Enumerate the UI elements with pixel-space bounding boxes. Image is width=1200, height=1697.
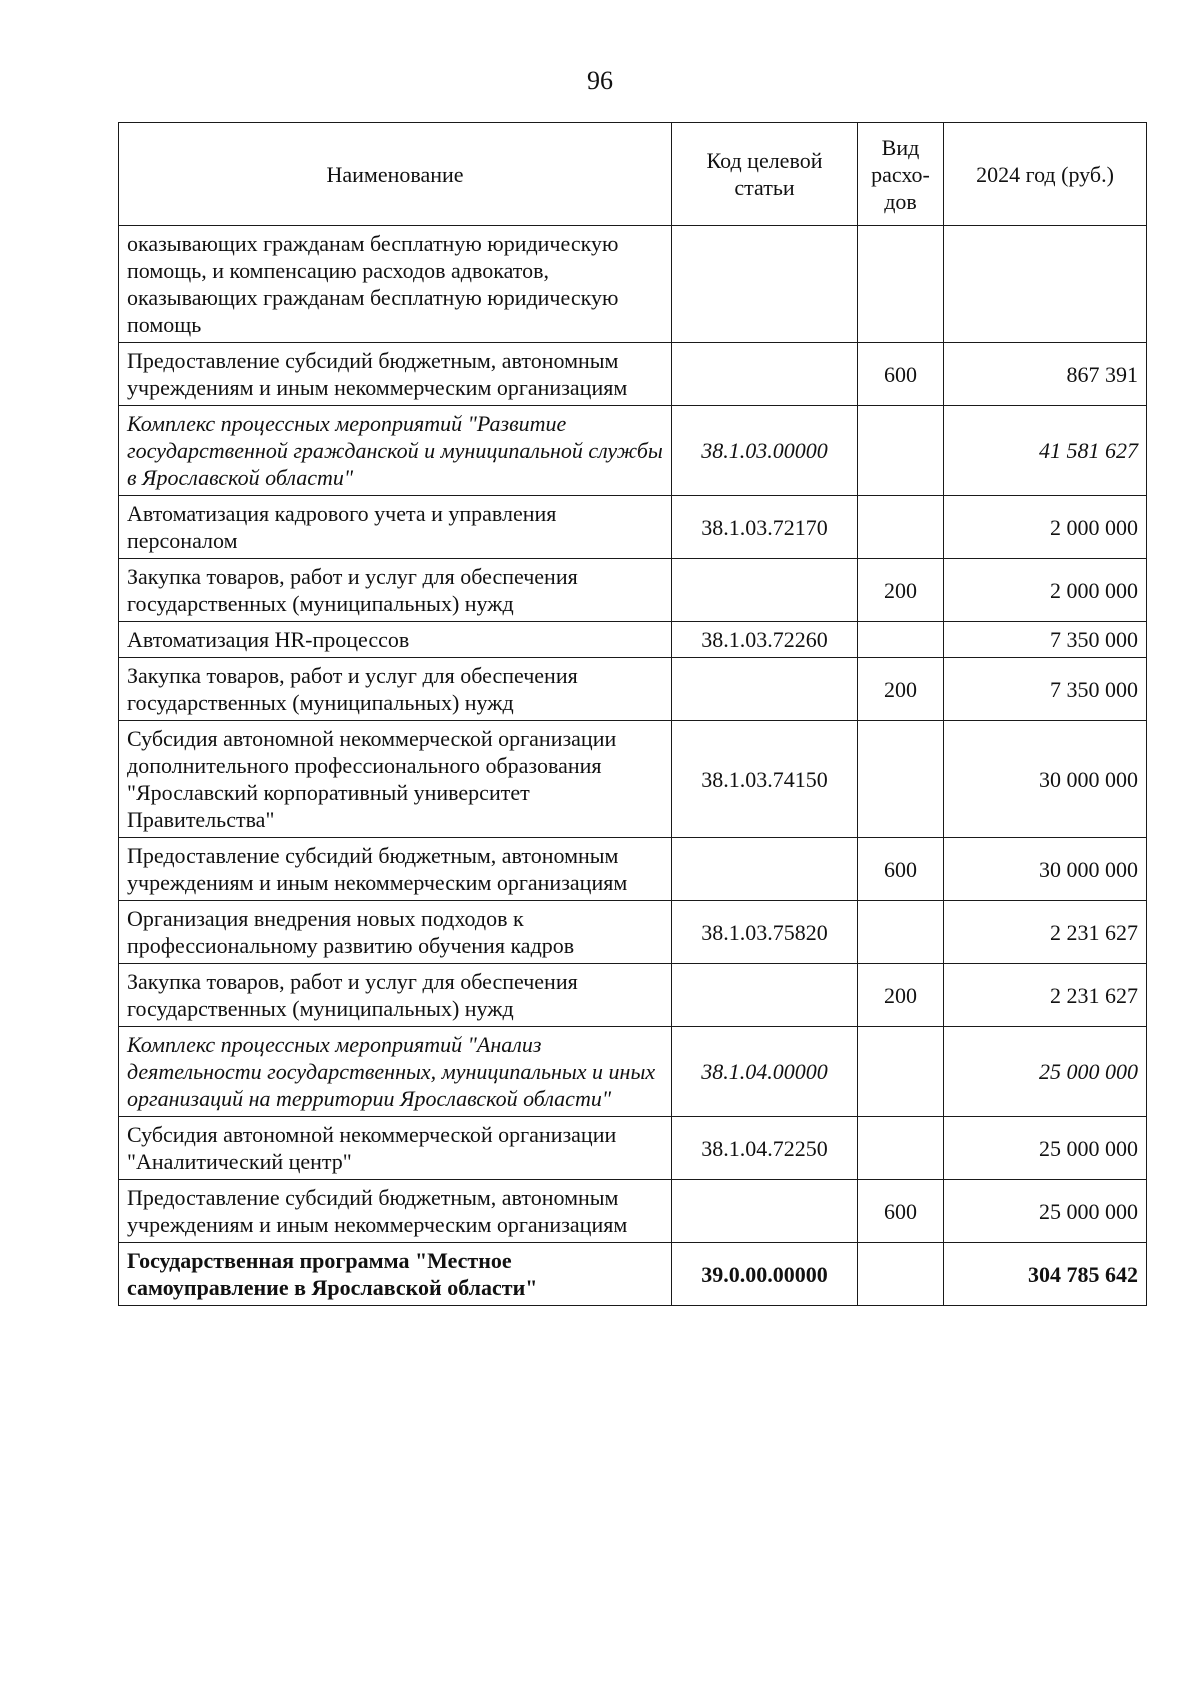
row-name: Закупка товаров, работ и услуг для обеспечения государственных (муниципальных) нужд xyxy=(119,658,672,721)
table-row xyxy=(119,1027,1147,1117)
table-row xyxy=(119,721,1147,838)
row-name: Автоматизация кадрового учета и управления персоналом xyxy=(119,496,672,559)
page-number: 96 xyxy=(587,66,613,95)
row-vid xyxy=(858,496,944,559)
row-name: Комплекс процессных мероприятий "Развитие государственной гражданской и муниципальной службы в Ярославской области" xyxy=(119,406,672,496)
row-code: 38.1.03.74150 xyxy=(672,721,858,838)
table-row xyxy=(119,838,1147,901)
row-code: 38.1.04.72250 xyxy=(672,1117,858,1180)
table-header-row xyxy=(119,123,1147,226)
row-code: 39.0.00.00000 xyxy=(672,1243,858,1306)
row-vid: 200 xyxy=(858,658,944,721)
row-vid xyxy=(858,1243,944,1306)
row-vid: 600 xyxy=(858,343,944,406)
row-sum: 7 350 000 xyxy=(944,658,1147,721)
row-sum: 2 231 627 xyxy=(944,964,1147,1027)
table-row xyxy=(119,1180,1147,1243)
header-vid: Вид расхо-дов xyxy=(858,123,944,226)
row-sum xyxy=(944,226,1147,343)
row-vid xyxy=(858,901,944,964)
row-vid: 200 xyxy=(858,559,944,622)
row-sum: 304 785 642 xyxy=(944,1243,1147,1306)
row-name: Субсидия автономной некоммерческой организации дополнительного профессионального образования "Ярославский корпоративный университет Правительства" xyxy=(119,721,672,838)
row-sum: 7 350 000 xyxy=(944,622,1147,658)
row-code xyxy=(672,226,858,343)
row-sum: 867 391 xyxy=(944,343,1147,406)
row-vid: 600 xyxy=(858,1180,944,1243)
row-name: Автоматизация HR-процессов xyxy=(119,622,672,658)
row-name: Предоставление субсидий бюджетным, автономным учреждениям и иным некоммерческим организациям xyxy=(119,838,672,901)
row-sum: 30 000 000 xyxy=(944,721,1147,838)
row-name: Комплекс процессных мероприятий "Анализ деятельности государственных, муниципальных и иных организаций на территории Ярославской области" xyxy=(119,1027,672,1117)
row-sum: 25 000 000 xyxy=(944,1117,1147,1180)
row-name: Предоставление субсидий бюджетным, автономным учреждениям и иным некоммерческим организациям xyxy=(119,1180,672,1243)
row-sum: 2 000 000 xyxy=(944,496,1147,559)
row-code: 38.1.04.00000 xyxy=(672,1027,858,1117)
table-row xyxy=(119,1117,1147,1180)
row-vid xyxy=(858,622,944,658)
row-sum: 25 000 000 xyxy=(944,1180,1147,1243)
table-row xyxy=(119,343,1147,406)
table-row xyxy=(119,406,1147,496)
row-vid xyxy=(858,406,944,496)
row-vid: 200 xyxy=(858,964,944,1027)
row-name: Субсидия автономной некоммерческой организации "Аналитический центр" xyxy=(119,1117,672,1180)
row-code xyxy=(672,343,858,406)
row-code xyxy=(672,964,858,1027)
header-code: Код целевой статьи xyxy=(672,123,858,226)
row-sum: 25 000 000 xyxy=(944,1027,1147,1117)
row-code xyxy=(672,1180,858,1243)
table-row xyxy=(119,658,1147,721)
header-name: Наименование xyxy=(119,123,672,226)
row-vid: 600 xyxy=(858,838,944,901)
table-row xyxy=(119,559,1147,622)
table-row xyxy=(119,496,1147,559)
row-name: Закупка товаров, работ и услуг для обеспечения государственных (муниципальных) нужд xyxy=(119,964,672,1027)
row-sum: 30 000 000 xyxy=(944,838,1147,901)
row-vid xyxy=(858,226,944,343)
table-body xyxy=(119,226,1147,1306)
row-code: 38.1.03.72170 xyxy=(672,496,858,559)
row-vid xyxy=(858,1117,944,1180)
row-name: оказывающих гражданам бесплатную юридическую помощь, и компенсацию расходов адвокатов, оказывающих гражданам бесплатную юридическую помощь xyxy=(119,226,672,343)
row-sum: 2 231 627 xyxy=(944,901,1147,964)
table-row xyxy=(119,901,1147,964)
table-row xyxy=(119,226,1147,343)
table-row xyxy=(119,1243,1147,1306)
row-code: 38.1.03.72260 xyxy=(672,622,858,658)
table-row xyxy=(119,964,1147,1027)
row-vid xyxy=(858,1027,944,1117)
row-name: Закупка товаров, работ и услуг для обеспечения государственных (муниципальных) нужд xyxy=(119,559,672,622)
row-code: 38.1.03.75820 xyxy=(672,901,858,964)
row-code xyxy=(672,838,858,901)
budget-table xyxy=(118,122,1147,1306)
row-name: Организация внедрения новых подходов к профессиональному развитию обучения кадров xyxy=(119,901,672,964)
row-sum: 2 000 000 xyxy=(944,559,1147,622)
row-name: Государственная программа "Местное самоуправление в Ярославской области" xyxy=(119,1243,672,1306)
row-vid xyxy=(858,721,944,838)
table-row xyxy=(119,622,1147,658)
header-sum: 2024 год (руб.) xyxy=(944,123,1147,226)
row-code xyxy=(672,658,858,721)
row-sum: 41 581 627 xyxy=(944,406,1147,496)
row-name: Предоставление субсидий бюджетным, автономным учреждениям и иным некоммерческим организациям xyxy=(119,343,672,406)
row-code xyxy=(672,559,858,622)
row-code: 38.1.03.00000 xyxy=(672,406,858,496)
